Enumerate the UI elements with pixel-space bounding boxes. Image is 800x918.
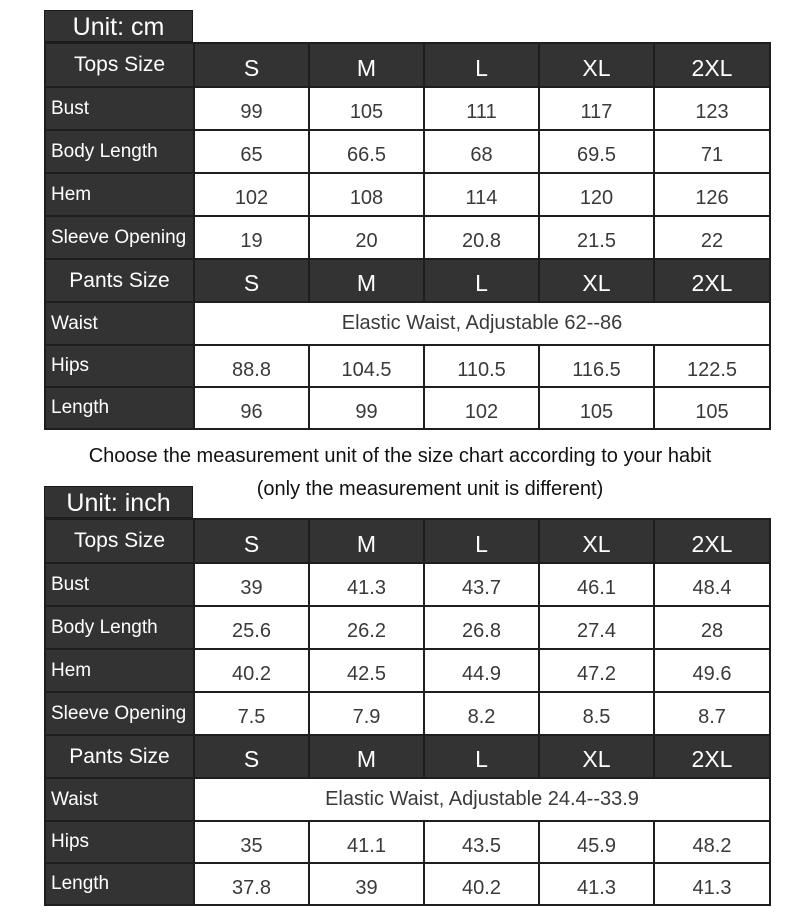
waist-value: Elastic Waist, Adjustable 24.4--33.9 bbox=[194, 778, 770, 821]
table-cell: 40.2 bbox=[424, 863, 539, 905]
table-cell: 104.5 bbox=[309, 345, 424, 387]
table-cell: 48.2 bbox=[654, 821, 770, 863]
table-row bbox=[45, 692, 770, 735]
row-label: Sleeve Opening bbox=[45, 216, 194, 259]
size-header-xl: XL bbox=[539, 259, 654, 302]
table-cell: 7.9 bbox=[309, 692, 424, 735]
size-table bbox=[44, 42, 771, 430]
table-cell: 43.5 bbox=[424, 821, 539, 863]
size-header-m: M bbox=[309, 259, 424, 302]
table-row bbox=[45, 130, 770, 173]
row-label: Length bbox=[45, 387, 194, 429]
table-cell: 69.5 bbox=[539, 130, 654, 173]
row-label: Hem bbox=[45, 649, 194, 692]
size-header-2xl: 2XL bbox=[654, 259, 770, 302]
table-cell: 116.5 bbox=[539, 345, 654, 387]
table-cell: 99 bbox=[309, 387, 424, 429]
size-header-l: L bbox=[424, 735, 539, 778]
table-cell: 48.4 bbox=[654, 563, 770, 606]
table-cell: 96 bbox=[194, 387, 309, 429]
row-label: Length bbox=[45, 863, 194, 905]
pants-size-header: Pants Size bbox=[45, 259, 194, 302]
tops-size-header: Tops Size bbox=[45, 519, 194, 563]
table-cell: 110.5 bbox=[424, 345, 539, 387]
table-row bbox=[45, 649, 770, 692]
table-cell: 26.2 bbox=[309, 606, 424, 649]
table-row bbox=[45, 345, 770, 387]
size-header-l: L bbox=[424, 43, 539, 87]
table-cell: 44.9 bbox=[424, 649, 539, 692]
pants-header-row bbox=[45, 259, 770, 302]
table-cell: 114 bbox=[424, 173, 539, 216]
table-cell: 19 bbox=[194, 216, 309, 259]
table-cell: 8.2 bbox=[424, 692, 539, 735]
size-header-m: M bbox=[309, 43, 424, 87]
unit-note-line-1: Choose the measurement unit of the size chart according to your habit bbox=[88, 445, 712, 467]
table-cell: 41.3 bbox=[654, 863, 770, 905]
table-cell: 8.7 bbox=[654, 692, 770, 735]
table-row bbox=[45, 563, 770, 606]
table-cell: 71 bbox=[654, 130, 770, 173]
size-header-l: L bbox=[424, 259, 539, 302]
table-row bbox=[45, 87, 770, 130]
size-table bbox=[44, 518, 771, 906]
pants-size-header: Pants Size bbox=[45, 735, 194, 778]
table-cell: 41.1 bbox=[309, 821, 424, 863]
table-cell: 117 bbox=[539, 87, 654, 130]
table-cell: 68 bbox=[424, 130, 539, 173]
table-cell: 27.4 bbox=[539, 606, 654, 649]
table-cell: 47.2 bbox=[539, 649, 654, 692]
table-cell: 28 bbox=[654, 606, 770, 649]
table-cell: 41.3 bbox=[309, 563, 424, 606]
table-row bbox=[45, 216, 770, 259]
table-row bbox=[45, 173, 770, 216]
row-label: Sleeve Opening bbox=[45, 692, 194, 735]
size-header-2xl: 2XL bbox=[654, 519, 770, 563]
tops-size-header: Tops Size bbox=[45, 43, 194, 87]
table-cell: 20.8 bbox=[424, 216, 539, 259]
row-label: Bust bbox=[45, 87, 194, 130]
table-cell: 43.7 bbox=[424, 563, 539, 606]
row-label: Waist bbox=[45, 778, 194, 821]
waist-row bbox=[45, 778, 770, 821]
table-cell: 111 bbox=[424, 87, 539, 130]
row-label: Hips bbox=[45, 345, 194, 387]
size-chart-cm bbox=[44, 10, 769, 430]
size-chart-inch bbox=[44, 486, 769, 906]
table-cell: 25.6 bbox=[194, 606, 309, 649]
row-label: Waist bbox=[45, 302, 194, 345]
size-header-2xl: 2XL bbox=[654, 43, 770, 87]
table-row bbox=[45, 606, 770, 649]
table-cell: 41.3 bbox=[539, 863, 654, 905]
table-cell: 7.5 bbox=[194, 692, 309, 735]
size-header-xl: XL bbox=[539, 43, 654, 87]
table-cell: 120 bbox=[539, 173, 654, 216]
table-cell: 37.8 bbox=[194, 863, 309, 905]
table-cell: 46.1 bbox=[539, 563, 654, 606]
size-header-m: M bbox=[309, 519, 424, 563]
table-cell: 26.8 bbox=[424, 606, 539, 649]
table-cell: 123 bbox=[654, 87, 770, 130]
size-header-s: S bbox=[194, 735, 309, 778]
tops-header-row bbox=[45, 519, 770, 563]
table-cell: 108 bbox=[309, 173, 424, 216]
table-cell: 39 bbox=[309, 863, 424, 905]
row-label: Body Length bbox=[45, 130, 194, 173]
waist-row bbox=[45, 302, 770, 345]
table-cell: 102 bbox=[194, 173, 309, 216]
table-cell: 88.8 bbox=[194, 345, 309, 387]
table-cell: 99 bbox=[194, 87, 309, 130]
table-cell: 49.6 bbox=[654, 649, 770, 692]
size-header-xl: XL bbox=[539, 735, 654, 778]
row-label: Hem bbox=[45, 173, 194, 216]
row-label: Hips bbox=[45, 821, 194, 863]
table-cell: 8.5 bbox=[539, 692, 654, 735]
table-row bbox=[45, 821, 770, 863]
table-cell: 105 bbox=[309, 87, 424, 130]
table-cell: 42.5 bbox=[309, 649, 424, 692]
size-header-xl: XL bbox=[539, 519, 654, 563]
unit-label: Unit: inch bbox=[44, 486, 193, 518]
table-cell: 22 bbox=[654, 216, 770, 259]
waist-value: Elastic Waist, Adjustable 62--86 bbox=[194, 302, 770, 345]
table-cell: 65 bbox=[194, 130, 309, 173]
table-cell: 66.5 bbox=[309, 130, 424, 173]
size-header-s: S bbox=[194, 259, 309, 302]
size-header-2xl: 2XL bbox=[654, 735, 770, 778]
table-cell: 39 bbox=[194, 563, 309, 606]
table-cell: 40.2 bbox=[194, 649, 309, 692]
size-header-s: S bbox=[194, 43, 309, 87]
tops-header-row bbox=[45, 43, 770, 87]
table-row bbox=[45, 863, 770, 905]
unit-note-line-2: (only the measurement unit is different) bbox=[256, 478, 604, 500]
size-header-l: L bbox=[424, 519, 539, 563]
row-label: Bust bbox=[45, 563, 194, 606]
row-label: Body Length bbox=[45, 606, 194, 649]
table-cell: 45.9 bbox=[539, 821, 654, 863]
table-cell: 21.5 bbox=[539, 216, 654, 259]
size-header-m: M bbox=[309, 735, 424, 778]
size-header-s: S bbox=[194, 519, 309, 563]
table-cell: 105 bbox=[539, 387, 654, 429]
table-cell: 126 bbox=[654, 173, 770, 216]
table-cell: 102 bbox=[424, 387, 539, 429]
table-cell: 122.5 bbox=[654, 345, 770, 387]
table-cell: 20 bbox=[309, 216, 424, 259]
unit-label: Unit: cm bbox=[44, 10, 193, 42]
table-cell: 35 bbox=[194, 821, 309, 863]
pants-header-row bbox=[45, 735, 770, 778]
table-row bbox=[45, 387, 770, 429]
table-cell: 105 bbox=[654, 387, 770, 429]
